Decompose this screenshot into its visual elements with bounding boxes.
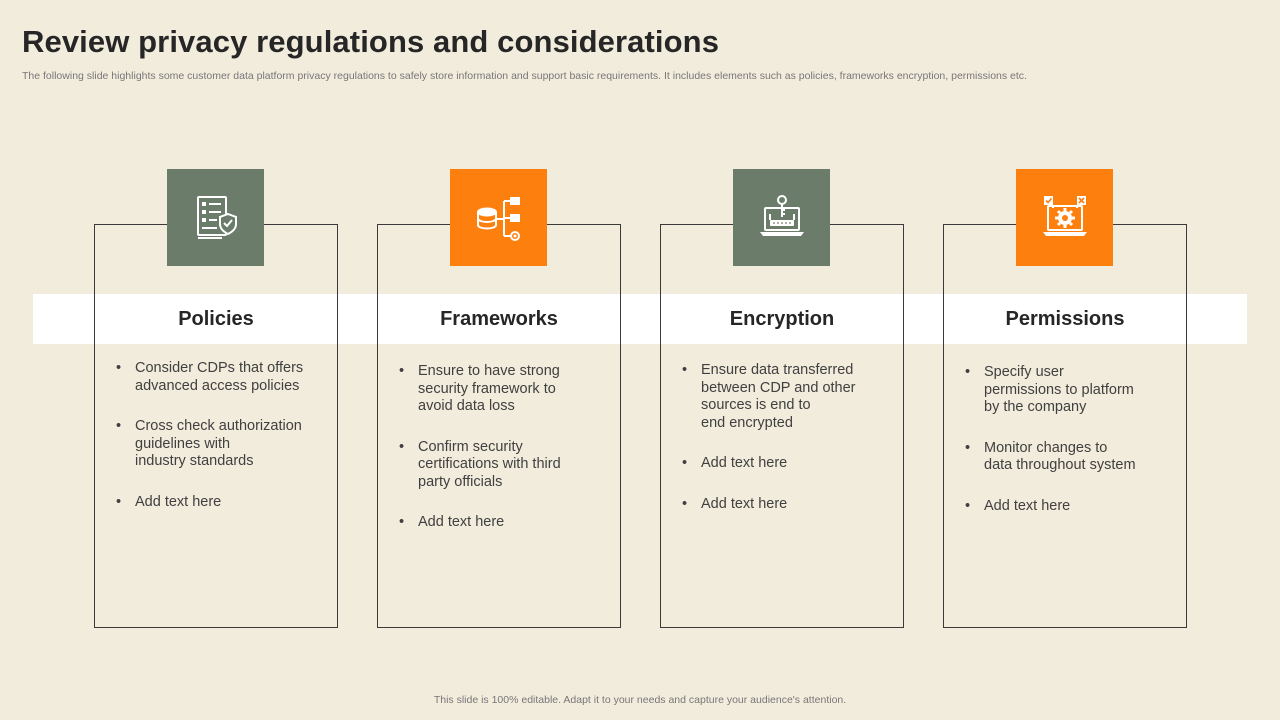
list-item: • Ensure data transferred between CDP and other sources is end to end encrypted: [682, 362, 892, 432]
list-item: • Confirm security certifications with third party officials: [399, 439, 609, 492]
list-item: • Add text here: [116, 494, 326, 512]
list-item: • Cross check authorization guidelines with industry standards: [116, 418, 326, 471]
card-title-permissions: Permissions: [1005, 307, 1125, 330]
list-item: • Specify user permissions to platform by the company: [965, 364, 1175, 417]
bullet-list-encryption: [682, 362, 892, 536]
card-title-policies: Policies: [178, 307, 254, 330]
slide-subtitle: The following slide highlights some customer data platform privacy regulations to safely store information and support basic requirements. It includes elements such as policies, frameworks encryption, permissions etc.: [22, 70, 1027, 82]
laptop-gear-permissions-icon: [1016, 169, 1113, 266]
card-title-encryption: Encryption: [729, 307, 835, 330]
laptop-key-encryption-icon: [733, 169, 830, 266]
slide-title: Review privacy regulations and considerations: [22, 24, 720, 59]
list-item: • Ensure to have strong security framework to avoid data loss: [399, 363, 609, 416]
bullet-list-frameworks: [399, 363, 609, 555]
bullet-list-policies: [116, 360, 326, 534]
slide-footer: This slide is 100% editable. Adapt it to your needs and capture your audience's attention.: [433, 694, 847, 706]
list-item: • Consider CDPs that offers advanced access policies: [116, 360, 326, 395]
list-item: • Add text here: [682, 496, 892, 514]
bullet-list-permissions: [965, 364, 1175, 538]
list-item: • Add text here: [965, 498, 1175, 516]
list-item: • Add text here: [682, 455, 892, 473]
list-item: • Add text here: [399, 514, 609, 532]
policy-document-shield-icon: [167, 169, 264, 266]
card-title-frameworks: Frameworks: [440, 307, 558, 330]
database-framework-icon: [450, 169, 547, 266]
list-item: • Monitor changes to data throughout system: [965, 440, 1175, 475]
